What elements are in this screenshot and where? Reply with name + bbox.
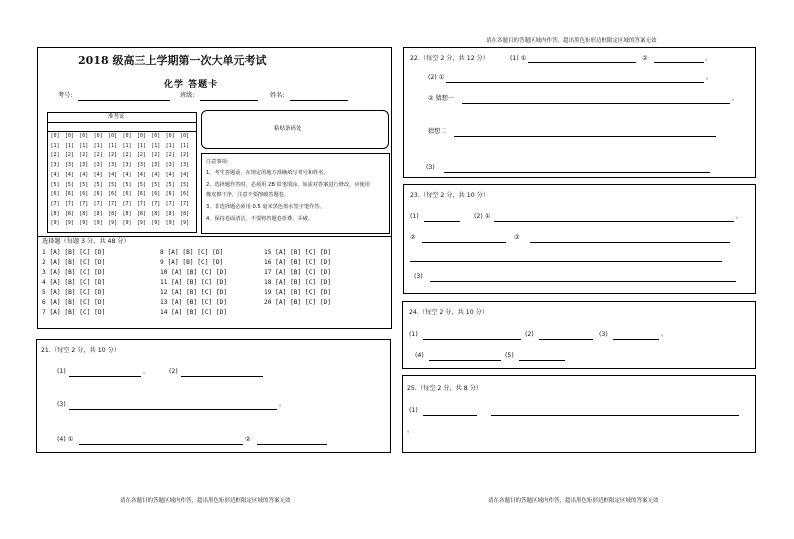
notice-title: 注意事项: [206, 159, 229, 165]
digit-bubble[interactable]: [9] [79, 220, 89, 227]
answer-card-panel [37, 47, 392, 329]
q24-part: (4) [415, 352, 424, 359]
digit-bubble[interactable]: [0] [151, 133, 161, 139]
choice-row[interactable]: 16 [A] [B] [C] [D] [264, 259, 332, 266]
question-22-box [403, 47, 756, 178]
digit-bubble[interactable]: [4] [165, 171, 175, 178]
q22-part: ② 猜想一 [428, 95, 455, 102]
q21-answer-line[interactable] [181, 376, 263, 377]
digit-bubble[interactable]: [9] [122, 220, 132, 227]
digit-bubble[interactable]: [4] [180, 171, 190, 178]
digit-grid [50, 133, 196, 231]
choice-column-2[interactable] [160, 248, 227, 318]
digit-bubble[interactable]: [9] [151, 220, 161, 227]
choice-row[interactable]: 2 [A] [B] [C] [D] [42, 259, 106, 266]
digit-bubble[interactable]: [0] [122, 133, 132, 139]
q22-answer-line[interactable] [454, 136, 716, 137]
q24-part-end: 。 [661, 331, 668, 338]
footer-note-right: 请在各题目的答题区域内作答，超出黑色矩形边框限定区域的答案无效 [488, 498, 659, 504]
digit-bubble[interactable]: [6] [50, 191, 60, 198]
digit-bubble[interactable]: [2] [180, 152, 190, 159]
digit-bubble[interactable]: [9] [93, 220, 103, 227]
digit-bubble[interactable]: [3] [108, 162, 118, 169]
digit-bubble[interactable]: [8] [79, 210, 89, 217]
q21-part: (3) [57, 401, 66, 408]
q23-part: (3) [414, 273, 423, 280]
digit-bubble[interactable]: [4] [136, 171, 146, 178]
q25-header: 25.（每空 2 分，共 8 分） [407, 385, 483, 392]
digit-bubble[interactable]: [6] [136, 191, 146, 198]
exam-no-field[interactable] [78, 100, 170, 101]
digit-bubble[interactable]: [2] [136, 152, 146, 159]
digit-bubble[interactable]: [8] [108, 210, 118, 217]
digit-bubble[interactable]: [2] [93, 152, 103, 159]
digit-bubble[interactable]: [8] [165, 210, 175, 217]
q22-part: (3) [426, 164, 435, 171]
header-note: 请在各题目的答题区域内作答，超出黑色矩形边框限定区域的答案无效 [486, 38, 657, 44]
q23-answer-line[interactable] [530, 242, 730, 243]
barcode-area [201, 110, 389, 149]
digit-bubble[interactable]: [0] [136, 133, 146, 139]
q24-answer-line[interactable] [429, 360, 501, 361]
choice-row[interactable]: 4 [A] [B] [C] [D] [42, 279, 106, 286]
q23-part-end: 。 [736, 213, 743, 220]
question-24-box [402, 301, 756, 369]
digit-bubble[interactable]: [3] [122, 162, 132, 169]
digit-bubble[interactable]: [5] [180, 181, 190, 188]
digit-bubble[interactable]: [7] [93, 200, 103, 207]
q22-part: (1) ① [510, 55, 527, 62]
digit-bubble[interactable]: [6] [180, 191, 190, 198]
digit-bubble[interactable]: [5] [50, 181, 60, 188]
q22-part-end: 。 [705, 55, 712, 62]
q22-answer-line[interactable] [444, 172, 710, 173]
class-label: 班级: [180, 92, 195, 99]
digit-bubble[interactable]: [3] [64, 162, 74, 169]
digit-bubble[interactable]: [5] [136, 181, 146, 188]
digit-bubble[interactable]: [1] [136, 142, 146, 149]
digit-bubble[interactable]: [7] [79, 200, 89, 207]
q23-answer-line[interactable] [424, 221, 460, 222]
digit-bubble[interactable]: [7] [180, 200, 190, 207]
q23-answer-line[interactable] [422, 242, 506, 243]
digit-bubble[interactable]: [2] [108, 152, 118, 159]
digit-bubble[interactable]: [9] [50, 220, 60, 227]
q22-answer-line[interactable] [446, 82, 704, 83]
divider [48, 131, 196, 132]
digit-bubble[interactable]: [4] [108, 171, 118, 178]
choice-row[interactable]: 1 [A] [B] [C] [D] [42, 249, 106, 256]
question-23-box [403, 184, 756, 294]
notice-item: 3、非选择题必须用 0.5 毫米黑色墨水签字笔作答。 [206, 204, 325, 210]
footer-note-left: 请在各题目的答题区域内作答，超出黑色矩形边框限定区域的答案无效 [120, 498, 291, 504]
q25-answer-line[interactable] [491, 415, 739, 416]
q22-part-end: 。 [706, 74, 713, 81]
digit-bubble[interactable]: [1] [165, 142, 175, 149]
notice-item: 橡皮擦干净，注意不要擦破答题卷。 [206, 192, 290, 198]
exam-no-label: 考号: [58, 92, 73, 99]
q21-header: 21.（每空 2 分，共 10 分） [41, 347, 121, 354]
choice-row[interactable]: 20 [A] [B] [C] [D] [264, 299, 332, 306]
digit-bubble[interactable]: [3] [151, 162, 161, 169]
digit-bubble[interactable]: [9] [165, 220, 175, 227]
digit-bubble[interactable]: [7] [151, 200, 161, 207]
digit-bubble[interactable]: [0] [64, 133, 74, 139]
digit-bubble[interactable]: [1] [50, 142, 60, 149]
choice-header: 选择题（每题 3 分，共 48 分） [42, 238, 130, 245]
digit-bubble[interactable]: [7] [108, 200, 118, 207]
digit-bubble[interactable]: [3] [136, 162, 146, 169]
notice-item: 1、考生答题前，在规定的地方准确填写考号和姓名。 [206, 170, 329, 176]
digit-bubble[interactable]: [5] [64, 181, 74, 188]
q23-part: (1) [410, 213, 419, 220]
notice-item: 4、保持卷面清洁，不要将答题卷折叠、弄破。 [206, 216, 314, 222]
choice-row[interactable]: 17 [A] [B] [C] [D] [264, 269, 332, 276]
digit-bubble[interactable]: [5] [122, 181, 132, 188]
digit-bubble[interactable]: [7] [136, 200, 146, 207]
q21-part: ② [245, 436, 251, 443]
choice-row[interactable]: 11 [A] [B] [C] [D] [160, 279, 228, 286]
q24-part: (2) [525, 331, 534, 338]
q23-part: (2) ① [474, 213, 491, 220]
digit-bubble[interactable]: [8] [50, 210, 60, 217]
digit-bubble[interactable]: [7] [165, 200, 175, 207]
digit-bubble[interactable]: [2] [151, 152, 161, 159]
choice-row[interactable]: 13 [A] [B] [C] [D] [160, 299, 228, 306]
class-field[interactable] [200, 100, 258, 101]
digit-bubble[interactable]: [1] [79, 142, 89, 149]
choice-row[interactable]: 10 [A] [B] [C] [D] [160, 269, 228, 276]
digit-bubble[interactable]: [5] [108, 181, 118, 188]
digit-bubble[interactable]: [0] [165, 133, 175, 139]
digit-bubble[interactable]: [1] [122, 142, 132, 149]
q21-answer-line[interactable] [69, 376, 141, 377]
digit-bubble[interactable]: [4] [79, 171, 89, 178]
choice-row[interactable]: 8 [A] [B] [C] [D] [160, 249, 224, 256]
q21-answer-line[interactable] [257, 444, 327, 445]
q22-answer-line[interactable] [462, 103, 730, 104]
digit-bubble[interactable]: [7] [50, 200, 60, 207]
q21-part-end: ， [143, 368, 150, 375]
card-title: 化学 答题卡 [164, 80, 219, 90]
choice-column-1[interactable] [42, 248, 105, 318]
q21-answer-line[interactable] [79, 444, 243, 445]
digit-bubble[interactable]: [6] [165, 191, 175, 198]
q24-answer-line[interactable] [539, 339, 593, 340]
digit-bubble[interactable]: [8] [136, 210, 146, 217]
digit-bubble[interactable]: [8] [93, 210, 103, 217]
choice-row[interactable]: 5 [A] [B] [C] [D] [42, 289, 106, 296]
digit-bubble[interactable]: [3] [93, 162, 103, 169]
q21-part: (4) ① [57, 436, 74, 443]
q24-part: (5) [505, 352, 514, 359]
choice-row[interactable]: 9 [A] [B] [C] [D] [160, 259, 224, 266]
q25-answer-line[interactable] [423, 415, 477, 416]
question-21-box [36, 339, 391, 453]
choice-row[interactable]: 6 [A] [B] [C] [D] [42, 299, 106, 306]
digit-bubble[interactable]: [5] [151, 181, 161, 188]
q22-part: (2) ① [428, 74, 445, 81]
digit-bubble[interactable]: [2] [50, 152, 60, 159]
digit-bubble[interactable]: [1] [180, 142, 190, 149]
q24-part: (3) [599, 331, 608, 338]
choice-row[interactable]: 18 [A] [B] [C] [D] [264, 279, 332, 286]
q21-part: (2) [169, 368, 178, 375]
q23-part: ③ [514, 234, 520, 241]
digit-bubble[interactable]: [9] [108, 220, 118, 227]
q23-answer-line[interactable] [494, 221, 734, 222]
q23-part: ② [410, 234, 416, 241]
digit-bubble[interactable]: [0] [79, 133, 89, 139]
digit-bubble[interactable]: [4] [122, 171, 132, 178]
digit-bubble[interactable]: [4] [93, 171, 103, 178]
q22-part-end: 。 [732, 95, 739, 102]
choice-column-3[interactable] [264, 248, 331, 308]
q23-header: 23.（每空 2 分，共 10 分） [410, 192, 490, 199]
digit-bubble[interactable]: [6] [108, 191, 118, 198]
admission-label: 准考证 [108, 114, 125, 120]
divider [38, 236, 391, 237]
q24-header: 24.（每空 2 分，共 10 分） [409, 309, 489, 316]
q21-answer-line[interactable] [69, 409, 277, 410]
digit-bubble[interactable]: [1] [108, 142, 118, 149]
q22-answer-line[interactable] [528, 62, 636, 63]
divider [48, 122, 196, 123]
digit-bubble[interactable]: [8] [122, 210, 132, 217]
digit-bubble[interactable]: [4] [64, 171, 74, 178]
digit-bubble[interactable]: [8] [64, 210, 74, 217]
digit-bubble[interactable]: [3] [165, 162, 175, 169]
digit-bubble[interactable]: [2] [64, 152, 74, 159]
digit-bubble[interactable]: [6] [79, 191, 89, 198]
q23-answer-line[interactable] [410, 261, 722, 262]
choice-row[interactable]: 3 [A] [B] [C] [D] [42, 269, 106, 276]
digit-bubble[interactable]: [2] [122, 152, 132, 159]
digit-bubble[interactable]: [6] [151, 191, 161, 198]
q25-part: (1) [409, 407, 418, 414]
name-label: 姓名: [270, 92, 285, 99]
q25-part-end: 。 [407, 427, 414, 434]
notice-box [201, 153, 390, 234]
digit-bubble[interactable]: [7] [122, 200, 132, 207]
digit-bubble[interactable]: [0] [93, 133, 103, 139]
notice-item: 2、选择题作答时，必须用 2B 铅笔填涂，如需对答案进行修改，应使用 [206, 182, 370, 188]
barcode-label: 粘贴条码处 [274, 126, 302, 132]
choice-row[interactable]: 15 [A] [B] [C] [D] [264, 249, 332, 256]
digit-bubble[interactable]: [2] [79, 152, 89, 159]
digit-bubble[interactable]: [1] [93, 142, 103, 149]
digit-bubble[interactable]: [3] [180, 162, 190, 169]
name-field[interactable] [290, 100, 348, 101]
exam-title: 2018 级高三上学期第一次大单元考试 [78, 54, 267, 67]
q22-header: 22.（每空 2 分，共 12 分） [410, 55, 490, 62]
q24-answer-line[interactable] [519, 360, 565, 361]
choice-row[interactable]: 7 [A] [B] [C] [D] [42, 309, 106, 316]
digit-bubble[interactable]: [1] [151, 142, 161, 149]
digit-bubble[interactable]: [9] [180, 220, 190, 227]
digit-bubble[interactable]: [3] [50, 162, 60, 169]
digit-bubble[interactable]: [1] [64, 142, 74, 149]
choice-row[interactable]: 14 [A] [B] [C] [D] [160, 309, 228, 316]
digit-bubble[interactable]: [5] [165, 181, 175, 188]
digit-bubble[interactable]: [6] [64, 191, 74, 198]
digit-bubble[interactable]: [9] [136, 220, 146, 227]
digit-bubble[interactable]: [0] [108, 133, 118, 139]
digit-bubble[interactable]: [5] [79, 181, 89, 188]
q22-part: ② [642, 55, 648, 62]
q22-answer-line[interactable] [654, 62, 704, 63]
digit-bubble[interactable]: [0] [50, 133, 60, 139]
digit-bubble[interactable]: [4] [151, 171, 161, 178]
digit-bubble[interactable]: [3] [79, 162, 89, 169]
choice-row[interactable]: 19 [A] [B] [C] [D] [264, 289, 332, 296]
admission-grid [47, 112, 197, 233]
q21-part: (1) [57, 368, 66, 375]
choice-row[interactable]: 12 [A] [B] [C] [D] [160, 289, 228, 296]
q24-part: (1) [409, 331, 418, 338]
q24-answer-line[interactable] [613, 339, 659, 340]
digit-bubble[interactable]: [2] [165, 152, 175, 159]
q23-answer-line[interactable] [430, 281, 736, 282]
digit-bubble[interactable]: [5] [93, 181, 103, 188]
q22-part: 猜想二 [428, 128, 447, 135]
digit-bubble[interactable]: [6] [93, 191, 103, 198]
digit-bubble[interactable]: [8] [180, 210, 190, 217]
digit-bubble[interactable]: [7] [64, 200, 74, 207]
digit-bubble[interactable]: [8] [151, 210, 161, 217]
question-25-box [402, 375, 756, 453]
digit-bubble[interactable]: [6] [122, 191, 132, 198]
digit-bubble[interactable]: [4] [50, 171, 60, 178]
digit-bubble[interactable]: [9] [64, 220, 74, 227]
q24-answer-line[interactable] [423, 339, 521, 340]
digit-bubble[interactable]: [0] [180, 133, 190, 139]
q21-part-end: 。 [279, 401, 286, 408]
